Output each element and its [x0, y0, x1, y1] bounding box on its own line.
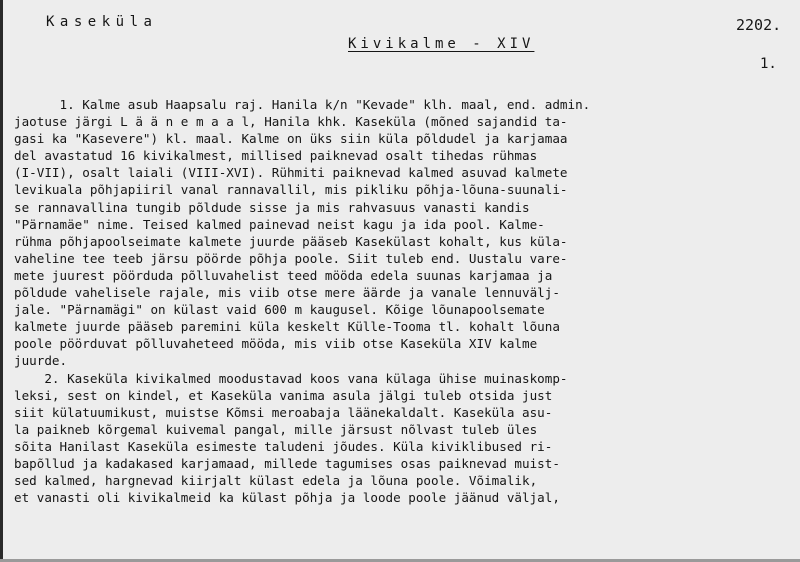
text-line: levikuala põhjapiiril vanal rannavallil, mis pikliku põhja-lõuna-suunali-: [14, 182, 568, 198]
text-line: leksi, sest on kindel, et Kaseküla vanima asula jälgi tuleb otsida just: [14, 387, 553, 403]
text-line: juurde.: [14, 353, 68, 369]
text-line: et vanasti oli kivikalmeid ka külast põhja ja loode poole jäänud väljal,: [14, 490, 560, 506]
page-number: 1.: [760, 56, 777, 72]
sheet-number: 2202.: [736, 16, 782, 34]
text-line: 2. Kaseküla kivikalmed moodustavad koos vana külaga ühise muinaskomp-: [14, 370, 568, 386]
text-line: bapõllud ja kadakased karjamaad, millede tagumises osas paiknevad muist-: [14, 455, 560, 471]
text-line: mete juurest pöörduda põlluvahelist teed mööda edela suunas karjamaa ja: [14, 267, 553, 283]
text-line: põldude vahelisele rajale, mis viib otse mere äärde ja vanale lennuvälj-: [14, 285, 560, 301]
text-line: gasi ka "Kasevere") kl. maal. Kalme on üks siin küla põldudel ja karjamaa: [14, 131, 568, 147]
text-line: jale. "Pärnamägi" on külast vaid 600 m kaugusel. Kõige lõunapoolsemate: [14, 302, 545, 318]
document-title: Kivikalme - XIV: [348, 36, 535, 52]
text-line: se rannavallina tungib põldude sisse ja mis rahvasuus vanasti kandis: [14, 199, 530, 215]
text-line: "Pärnamäe" nime. Teised kalmed painevad neist kagu ja ida pool. Kalme-: [14, 216, 545, 232]
body-text: [14, 96, 794, 506]
text-line: jaotuse järgi L ä ä n e m a a l, Hanila khk. Kaseküla (mõned sajandid ta-: [14, 114, 568, 130]
text-line: poole pöörduvat põlluvaheteed mööda, mis viib otse Kaseküla XIV kalme: [14, 336, 538, 352]
text-line: del avastatud 16 kivikalmest, millised paiknevad osalt tihedas rühmas: [14, 148, 538, 164]
card-left-edge: [0, 0, 3, 562]
text-line: kalmete juurde pääseb paremini küla keskelt Külle-Tooma tl. kohalt lõuna: [14, 319, 560, 335]
text-line: rühma põhjapoolseimate kalmete juurde pääseb Kasekülast kohalt, kus küla-: [14, 233, 568, 249]
text-line: sed kalmed, hargnevad kiirjalt külast edela ja lõuna poole. Võimalik,: [14, 473, 538, 489]
text-line: 1. Kalme asub Haapsalu raj. Hanila k/n "Kevade" klh. maal, end. admin.: [14, 97, 591, 112]
text-line: vaheline tee teeb järsu pöörde põhja poole. Siit tuleb end. Uustalu vare-: [14, 250, 568, 266]
text-line: sõita Hanilast Kaseküla esimeste taludeni jõudes. Küla kiviklibused ri-: [14, 438, 553, 454]
text-line: la paikneb kõrgemal kuivemal pangal, mille järsust nõlvast tuleb üles: [14, 421, 538, 437]
text-line: (I-VII), osalt laiali (VIII-XVI). Rühmiti paiknevad kalmed asuvad kalmete: [14, 165, 568, 181]
text-line: siit külatuumikust, muistse Kõmsi meroabaja läänekaldalt. Kaseküla asu-: [14, 404, 553, 420]
village-heading: Kaseküla: [46, 14, 158, 30]
